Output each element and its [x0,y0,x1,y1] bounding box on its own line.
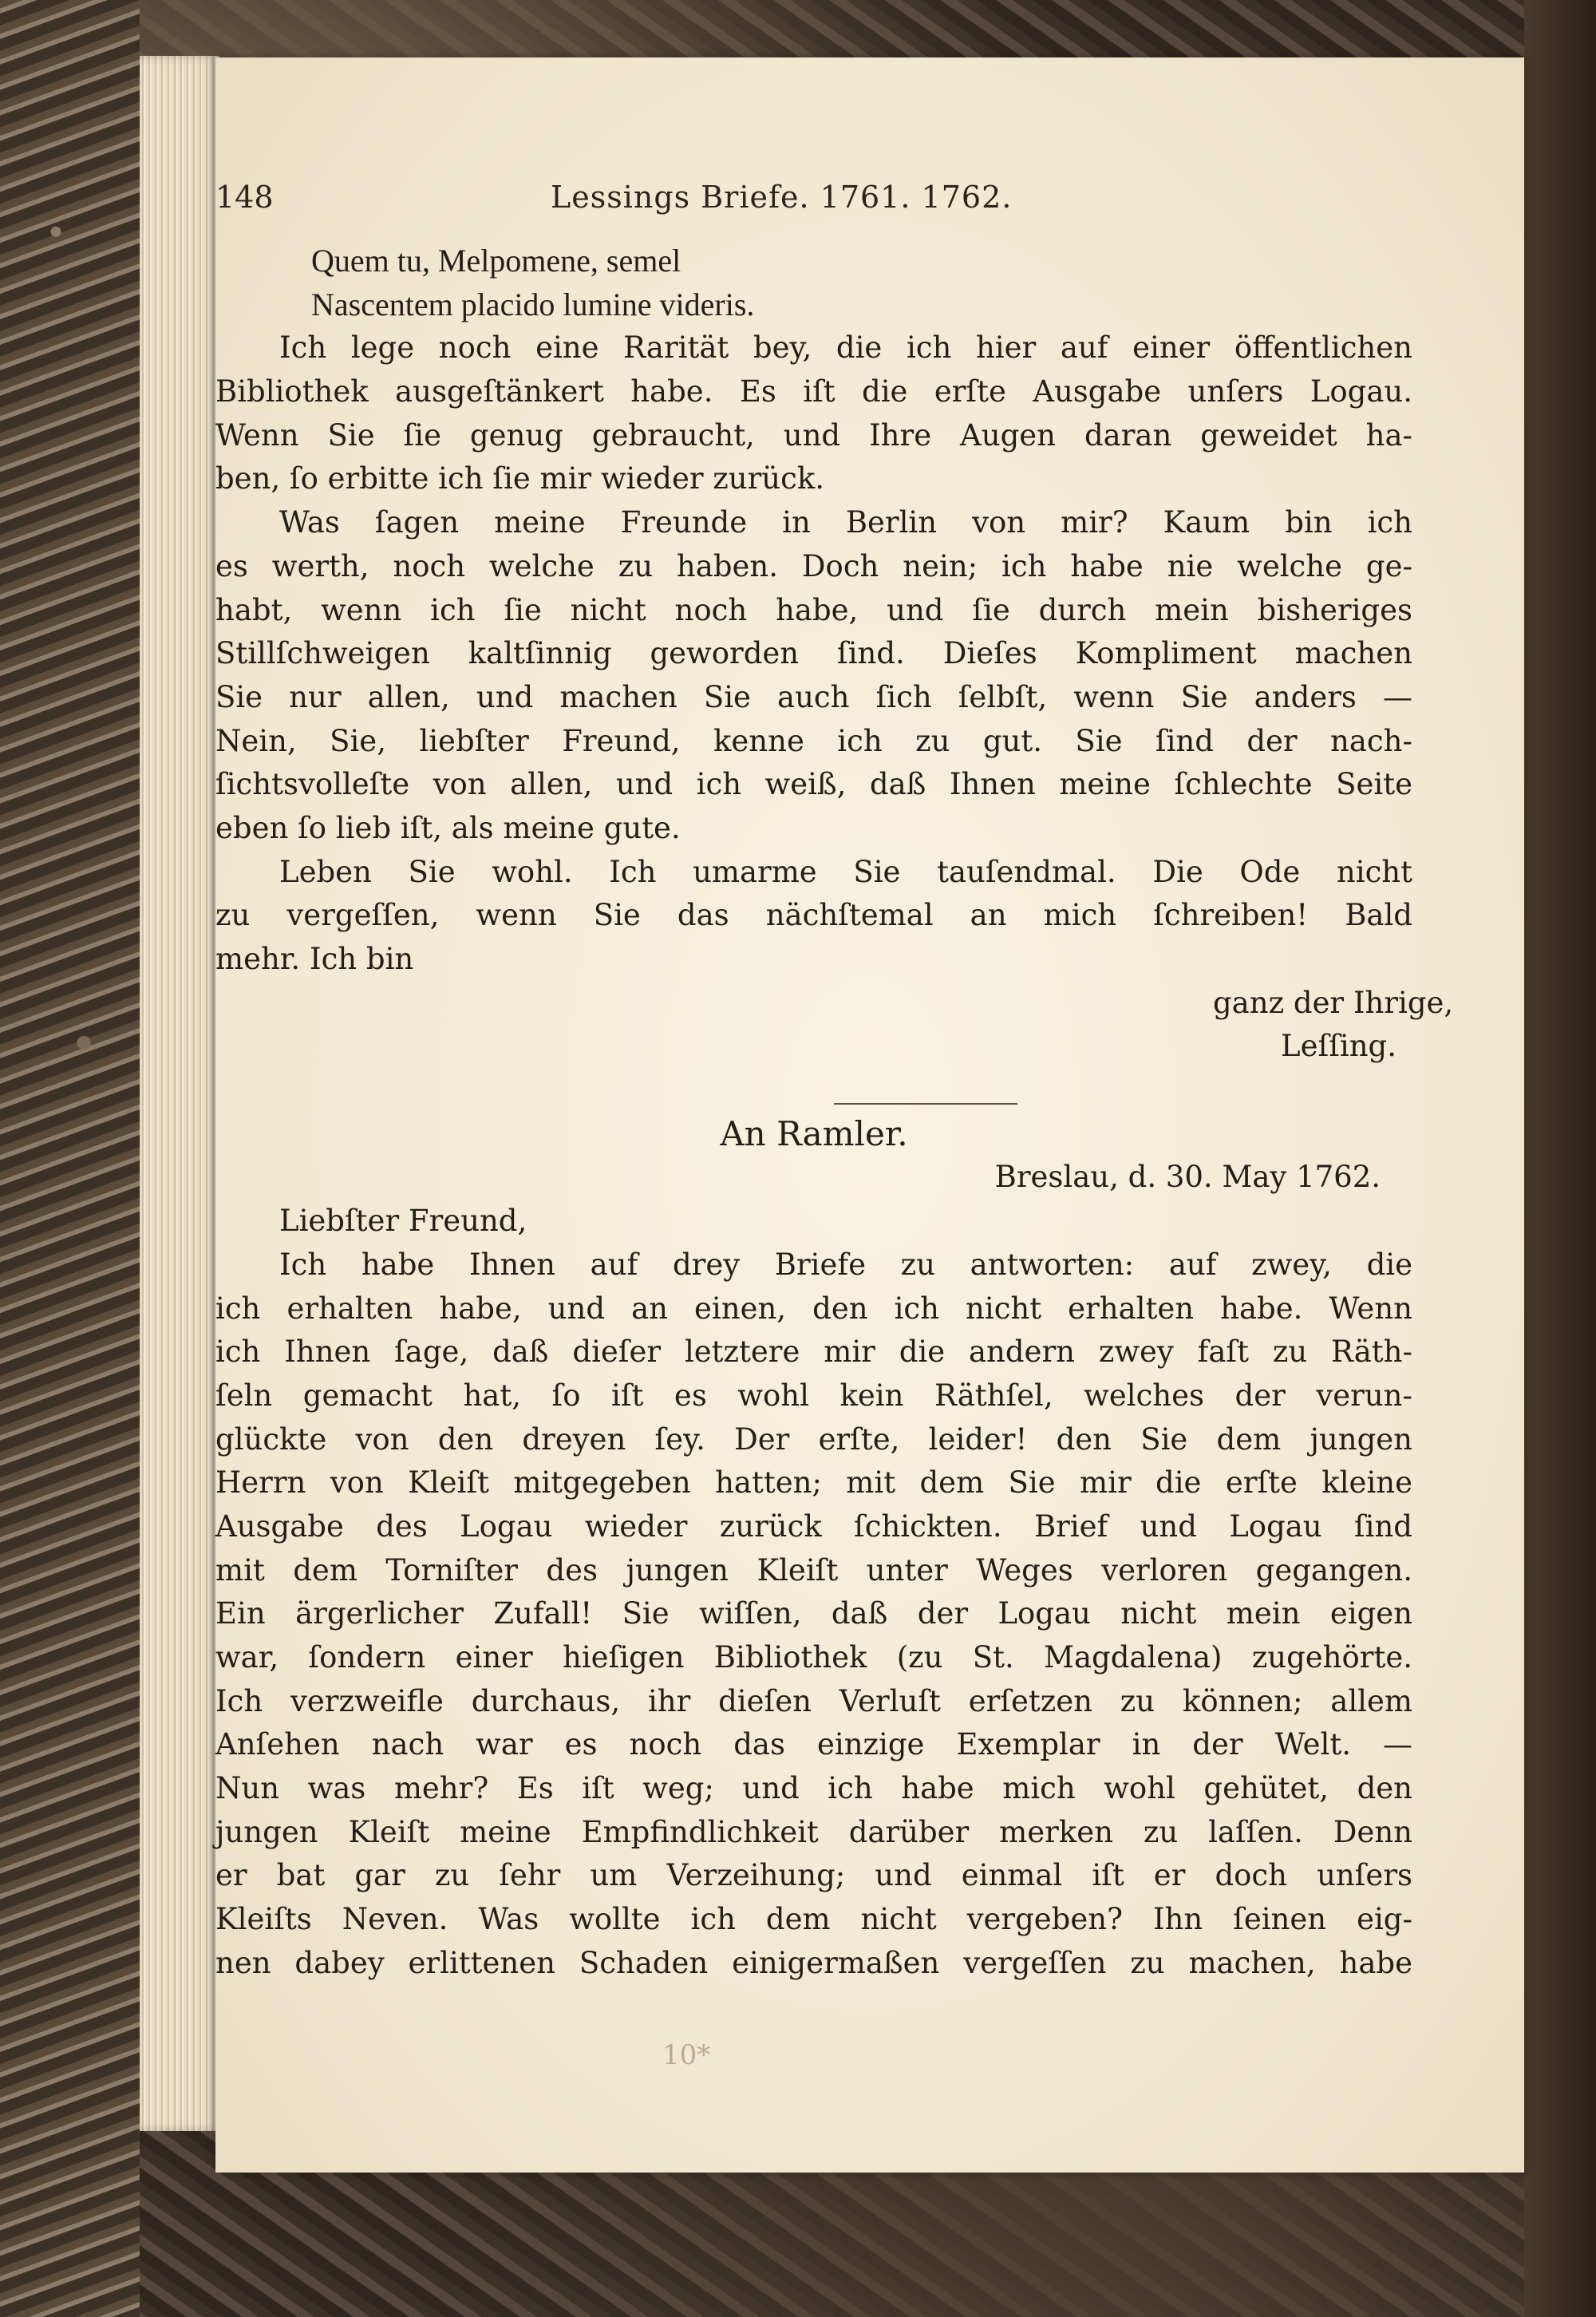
text-line: Sie nur allen, und machen Sie auch ſich ſelbſt, wenn Sie anders — [215,679,1412,714]
page-header [215,180,1141,235]
text-line: Leſſing. [1281,1029,1396,1064]
text-line: Ich lege noch eine Rarität bey, die ich hier auf einer öffentlichen [279,330,1412,366]
text-line: Anſehen nach war es noch das einzige Exemplar in der Welt. — [215,1727,1412,1762]
text-line: Kleiſts Neven. Was wollte ich dem nicht vergeben? Ihn ſeinen eig- [215,1902,1412,1937]
text-line: Ich habe Ihnen auf drey Briefe zu antworten: auf zwey, die [279,1247,1412,1282]
text-line: mehr. Ich bin [215,942,414,976]
text-line: Nein, Sie, liebſter Freund, kenne ich zu gut. Sie ſind der nach- [215,723,1412,758]
text-line: ich Ihnen ſage, daß dieſer letztere mir die andern zwey faſt zu Räth- [215,1334,1412,1370]
text-line: Herrn von Kleiſt mitgegeben hatten; mit dem Sie mir die erſte kleine [215,1465,1412,1501]
text-line: Ein ärgerlicher Zufall! Sie wiſſen, daß der Logau nicht mein eigen [215,1596,1412,1631]
text-line: ben, ſo erbitte ich ſie mir wieder zurück. [215,461,825,496]
signature-mark: 10* [662,2039,711,2071]
text-line: ganz der Ihrige, [1213,985,1454,1020]
text-line: Stillſchweigen kaltſinnig geworden ſind. Dieſes Kompliment machen [215,636,1412,671]
text-line: Was ſagen meine Freunde in Berlin von mir? Kaum bin ich [279,505,1412,540]
text-line: An Ramler. [720,1113,908,1153]
text-line: es werth, noch welche zu haben. Doch nein; ich habe nie welche ge- [215,548,1412,583]
text-line: Nascentem placido lumine videris. [311,286,755,322]
text-line: Ausgabe des Logau wieder zurück ſchickten. Brief und Logau ſind [215,1508,1412,1544]
text-line: Breslau, d. 30. May 1762. [994,1160,1381,1195]
text-line: Wenn Sie ſie genug gebraucht, und Ihre Augen daran geweidet ha- [215,417,1412,453]
text-line: zu vergeſſen, wenn Sie das nächſtemal an mich ſchreiben! Bald [215,898,1412,933]
text-line: mit dem Torniſter des jungen Kleiſt unter Weges verloren gegangen. [215,1552,1412,1588]
text-line: Ich verzweifle durchaus, ihr dieſen Verluſt erſetzen zu können; allem [215,1683,1412,1718]
text-line: Bibliothek ausgeſtänkert habe. Es iſt die erſte Ausgabe unſers Logau. [215,374,1412,409]
text-line: jungen Kleiſt meine Empfindlichkeit darüber merken zu laſſen. Denn [215,1814,1412,1849]
page-body-text [215,239,1454,1986]
marbled-cover-left [0,0,140,2317]
running-title: Lessings Briefe. 1761. 1762. [551,180,1013,215]
page-number: 148 [215,180,274,215]
text-line: er bat gar zu ſehr um Verzeihung; und einmal iſt er doch unſers [215,1858,1412,1893]
text-line: eben ſo lieb iſt, als meine gute. [215,810,681,845]
cover-right [1524,0,1596,2317]
text-line: Quem tu, Melpomene, semel [311,243,681,279]
text-line: Liebſter Freund, [279,1204,527,1239]
text-line: glückte von den dreyen ſey. Der erſte, leider! den Sie dem jungen [215,1421,1412,1457]
section-divider [834,1103,1017,1105]
text-line: Leben Sie wohl. Ich umarme Sie tauſendmal. Die Ode nicht [279,854,1412,889]
text-line: ich erhalten habe, und an einen, den ich nicht erhalten habe. Wenn [215,1291,1412,1326]
text-line: Nun was mehr? Es iſt weg; und ich habe mich wohl gehütet, den [215,1771,1412,1806]
text-line [215,1069,1412,1113]
page-edges-left [140,56,219,2131]
text-line: habt, wenn ich ſie nicht noch habe, und ſie durch mein bisheriges [215,592,1412,627]
text-line: ſichtsvolleſte von allen, und ich weiß, daß Ihnen meine ſchlechte Seite [215,767,1412,802]
text-line: ſeln gemacht hat, ſo iſt es wohl kein Räthſel, welches der verun- [215,1378,1412,1413]
text-line: nen dabey erlittenen Schaden einigermaßen vergeſſen zu machen, habe [215,1945,1412,1980]
text-line: war, ſondern einer hieſigen Bibliothek (zu St. Magdalena) zugehörte. [215,1640,1412,1674]
